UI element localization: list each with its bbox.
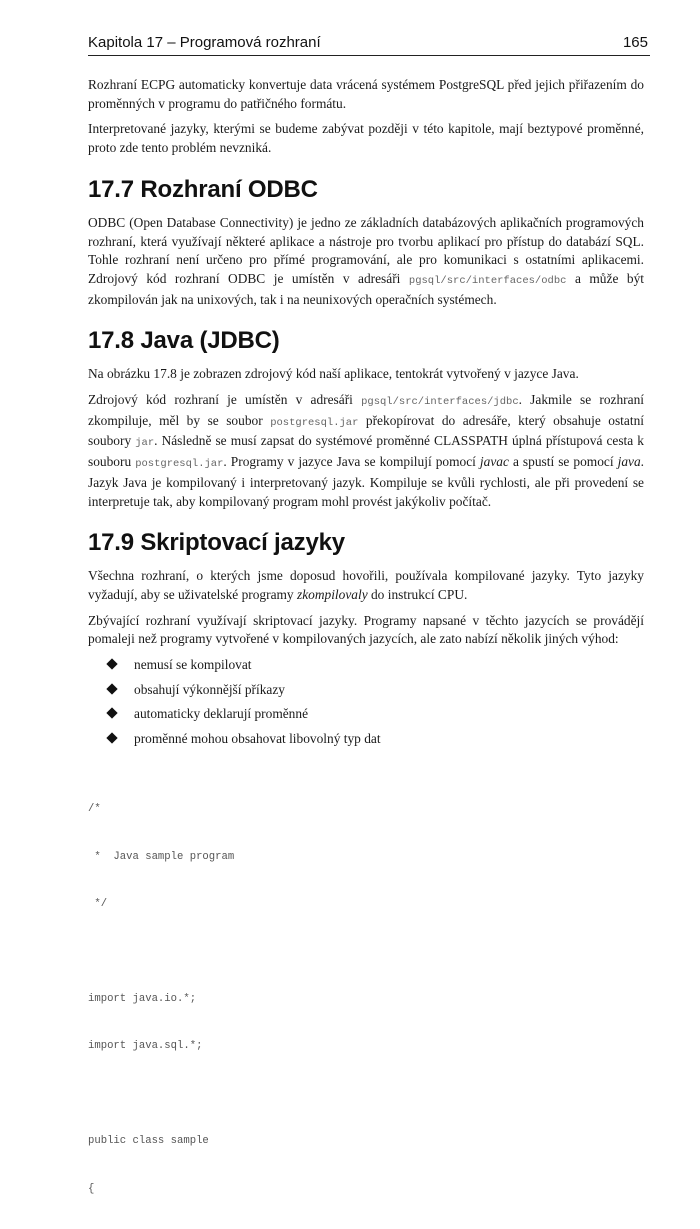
java-text-a: Zdrojový kód rozhraní je umístěn v adresáři xyxy=(88,392,362,408)
code-line xyxy=(88,1087,644,1103)
java-text-g: . Jazyk Java je kompilovaný i interpretovaný jazyk. Kompiluje se kvůli rychlosti, ale při provedení se interpretuje tak, aby kompilovaný program mohl provést jakýkoliv počítač. xyxy=(88,454,645,509)
list-item-text: nemusí se kompilovat xyxy=(134,657,252,673)
java-paragraph-2 xyxy=(88,391,644,511)
running-head xyxy=(88,33,650,56)
code-line xyxy=(88,945,644,961)
code-line: { xyxy=(88,1182,95,1195)
java-text-d: . Následně se musí zapsat do systémové proměnné CLASSPATH úplná přístupová cesta k souboru xyxy=(88,433,644,470)
intro-paragraph-2: Interpretované jazyky, kterými se budeme zabývat později v této kapitole, mají beztypové proměnné, proto zde tento problém nevzniká. xyxy=(88,121,644,156)
intro-paragraph-1: Rozhraní ECPG automaticky konvertuje data vrácená systémem PostgreSQL před jejich přiřazením do proměnných v programu do patřičného formátu. xyxy=(88,77,644,111)
java-term: java xyxy=(617,454,641,470)
java-paragraph-1: Na obrázku 17.8 je zobrazen zdrojový kód naší aplikace, tentokrát vytvořený v jazyce Java. xyxy=(88,366,579,382)
scripting-text-a: Všechna rozhraní, o kterých jsme doposud hovořili, používala kompilované jazyky. Tyto jazyky vyžadují, aby se uživatelské programy xyxy=(88,568,644,602)
code-line: import java.io.*; xyxy=(88,993,197,1006)
code-line: /* xyxy=(88,803,101,816)
code-line: * Java sample program xyxy=(88,850,235,863)
diamond-bullet-icon xyxy=(106,683,117,694)
java-text-f: a spustí se pomocí xyxy=(508,454,618,470)
odbc-path: pgsql/src/interfaces/odbc xyxy=(408,274,567,287)
list-item xyxy=(100,681,644,700)
code-listing xyxy=(88,771,644,1229)
page-number: 165 xyxy=(622,34,648,51)
page-body xyxy=(88,76,644,1229)
scripting-paragraph-2: Zbývající rozhraní využívají skriptovací jazyky. Programy napsané v těchto jazycích se provádějí pomaleji než programy vytvořené v kompilovaných jazycích, ale zato nabízí několik jiných výhod: xyxy=(88,612,644,647)
diamond-bullet-icon xyxy=(106,658,117,669)
advantages-list xyxy=(88,656,644,749)
compiled-term: zkompilovaly xyxy=(296,586,368,602)
code-line: public class sample xyxy=(88,1135,209,1148)
scripting-paragraph-1 xyxy=(88,567,644,604)
scripting-text-b: do instrukcí CPU. xyxy=(367,586,468,602)
list-item-text: automaticky deklarují proměnné xyxy=(134,706,309,722)
list-item-text: proměnné mohou obsahovat libovolný typ dat xyxy=(134,731,381,747)
heading-scripting: 17.9 Skriptovací jazyky xyxy=(88,529,345,557)
jar-extension: jar xyxy=(135,437,155,450)
diamond-bullet-icon xyxy=(106,708,117,719)
odbc-text-b: a může být zkompilován jak na unixových, tak i na neunixových operačních systémech. xyxy=(88,270,644,307)
code-line: */ xyxy=(88,898,108,911)
heading-odbc: 17.7 Rozhraní ODBC xyxy=(88,175,318,203)
javac-term: javac xyxy=(479,454,509,470)
heading-java: 17.8 Java (JDBC) xyxy=(88,327,280,355)
java-text-e: . Programy v jazyce Java se kompilují pomocí xyxy=(223,454,480,470)
jdbc-path: pgsql/src/interfaces/jdbc xyxy=(361,396,519,409)
list-item-text: obsahují výkonnější příkazy xyxy=(134,681,285,697)
list-item xyxy=(100,705,644,724)
java-text-c: překopírovat do adresáře, který obsahuje ostatní soubory xyxy=(88,412,644,449)
odbc-text-a: ODBC (Open Database Connectivity) je jedno ze základních databázových aplikačních programových rozhraní, která využívají některé aplikace a nástroje pro tvorbu aplikací pro přístup do databází SQL. Tohle rozhraní není určeno pro přímé programování, ale pro komunikaci s ostatními aplikacemi. Zdrojový kód rozhraní ODBC je umístěn v adresáři xyxy=(88,214,644,286)
list-item xyxy=(100,730,644,749)
list-item xyxy=(100,656,644,675)
odbc-paragraph xyxy=(88,214,644,310)
chapter-title: Kapitola 17 – Programová rozhraní xyxy=(88,34,321,51)
jar-file-name-2: postgresql.jar xyxy=(135,458,224,471)
code-line: import java.sql.*; xyxy=(88,1040,203,1053)
diamond-bullet-icon xyxy=(106,733,117,744)
jar-file-name: postgresql.jar xyxy=(270,416,359,429)
java-text-b: . Jakmile se rozhraní zkompiluje, měl by se soubor xyxy=(88,392,644,428)
